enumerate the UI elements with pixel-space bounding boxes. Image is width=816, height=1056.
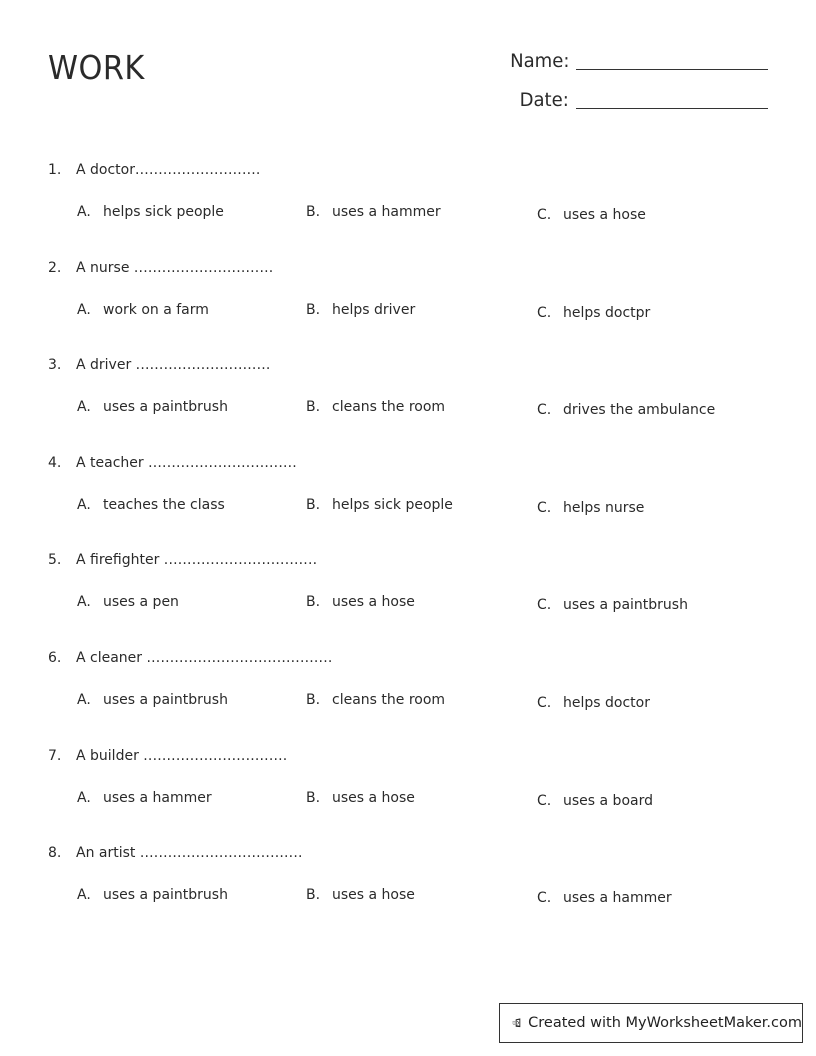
option-text: helps driver	[332, 301, 416, 318]
footer-credit-box[interactable]	[499, 1003, 803, 1043]
question-item	[48, 748, 768, 846]
option-c[interactable]	[537, 890, 672, 906]
answer-blank-dots: ...........................	[135, 162, 261, 178]
option-b[interactable]	[306, 399, 445, 415]
question-number: 8.	[48, 845, 62, 862]
question-stem	[48, 260, 273, 276]
question-stem	[48, 162, 261, 178]
question-stem	[48, 552, 317, 568]
question-number: 4.	[48, 454, 62, 471]
option-letter: A.	[77, 691, 91, 708]
option-letter: B.	[306, 594, 321, 611]
option-c[interactable]	[537, 597, 688, 613]
option-text: uses a hammer	[563, 890, 672, 907]
worksheet-title: WORK	[48, 48, 145, 87]
option-letter: A.	[77, 301, 91, 318]
date-label: Date:	[519, 89, 569, 111]
answer-blank-dots: ........................................	[146, 649, 333, 666]
option-text: uses a hammer	[332, 204, 441, 220]
option-text: uses a pen	[103, 594, 179, 611]
question-text: A builder	[76, 747, 144, 764]
question-text: An artist	[76, 845, 140, 862]
option-letter: C.	[537, 694, 552, 711]
option-text: helps sick people	[332, 496, 453, 513]
option-letter: B.	[306, 399, 321, 416]
option-text: uses a hose	[332, 789, 415, 806]
question-item	[48, 552, 768, 650]
question-stem	[48, 845, 303, 861]
option-a[interactable]	[77, 302, 209, 318]
option-letter: B.	[306, 887, 321, 904]
option-text: helps doctor	[563, 694, 650, 711]
question-number: 6.	[48, 649, 62, 666]
option-text: uses a hose	[332, 887, 415, 904]
option-text: uses a board	[563, 792, 653, 809]
option-letter: A.	[77, 399, 91, 416]
option-c[interactable]	[537, 402, 715, 418]
option-letter: A.	[77, 594, 91, 611]
question-text: A doctor	[76, 162, 135, 178]
name-blank-line[interactable]	[576, 69, 768, 70]
question-text: A driver	[76, 357, 136, 374]
option-text: cleans the room	[332, 691, 446, 708]
question-number: 1.	[48, 162, 62, 178]
answer-blank-dots: ...................................	[139, 845, 303, 862]
option-c[interactable]	[537, 695, 650, 711]
question-text: A teacher	[76, 454, 149, 471]
question-item	[48, 162, 768, 260]
option-text: uses a hammer	[103, 789, 212, 806]
option-text: work on a farm	[103, 301, 209, 318]
option-text: teaches the class	[103, 496, 225, 513]
option-text: uses a hose	[332, 594, 415, 611]
option-letter: C.	[537, 402, 552, 419]
option-letter: C.	[537, 499, 552, 516]
option-a[interactable]	[77, 692, 228, 708]
question-item	[48, 650, 768, 748]
question-text: A firefighter	[76, 552, 164, 569]
answer-blank-dots: .................................	[163, 552, 318, 569]
option-b[interactable]	[306, 302, 415, 318]
option-letter: B.	[306, 204, 321, 220]
option-letter: C.	[537, 890, 552, 907]
option-text: uses a hose	[563, 207, 646, 223]
question-stem	[48, 357, 271, 373]
option-c[interactable]	[537, 793, 653, 809]
option-text: helps sick people	[103, 204, 224, 220]
option-letter: A.	[77, 887, 91, 904]
answer-blank-dots: ...............................	[143, 747, 288, 764]
option-a[interactable]	[77, 204, 224, 220]
option-letter: B.	[306, 496, 321, 513]
option-letter: A.	[77, 496, 91, 513]
question-item	[48, 357, 768, 455]
option-text: drives the ambulance	[563, 402, 716, 419]
option-text: uses a paintbrush	[103, 691, 228, 708]
option-b[interactable]	[306, 887, 415, 903]
question-list	[48, 162, 768, 943]
question-stem	[48, 650, 333, 666]
option-letter: B.	[306, 691, 321, 708]
name-field	[507, 50, 768, 72]
name-label: Name:	[509, 50, 569, 72]
option-b[interactable]	[306, 594, 415, 610]
question-text: A nurse	[76, 259, 134, 276]
option-text: uses a paintbrush	[563, 597, 688, 614]
option-a[interactable]	[77, 399, 228, 415]
option-c[interactable]	[537, 305, 650, 321]
question-stem	[48, 455, 297, 471]
option-a[interactable]	[77, 887, 228, 903]
option-text: uses a paintbrush	[103, 399, 228, 416]
option-letter: C.	[537, 792, 552, 809]
option-c[interactable]	[537, 207, 646, 223]
option-letter: C.	[537, 304, 552, 321]
question-item	[48, 260, 768, 358]
question-text: A cleaner	[76, 649, 147, 666]
question-number: 5.	[48, 552, 62, 569]
option-letter: C.	[537, 597, 552, 614]
option-b[interactable]	[306, 692, 445, 708]
answer-blank-dots: ................................	[148, 454, 297, 471]
option-letter: B.	[306, 789, 321, 806]
option-b[interactable]	[306, 497, 453, 513]
worksheet-maker-logo-icon	[512, 1012, 522, 1034]
question-number: 2.	[48, 259, 62, 276]
option-a[interactable]	[77, 497, 225, 513]
option-a[interactable]	[77, 790, 212, 806]
question-item	[48, 845, 768, 943]
question-number: 7.	[48, 747, 62, 764]
answer-blank-dots: .............................	[135, 357, 271, 374]
option-a[interactable]	[77, 594, 179, 610]
date-blank-line[interactable]	[576, 108, 768, 109]
option-letter: A.	[77, 789, 91, 806]
option-c[interactable]	[537, 500, 644, 516]
question-number: 3.	[48, 357, 62, 374]
footer-credit-text: Created with MyWorksheetMaker.com	[528, 1015, 802, 1031]
question-item	[48, 455, 768, 553]
question-stem	[48, 748, 287, 764]
option-letter: B.	[306, 301, 321, 318]
date-field	[517, 89, 768, 111]
option-text: uses a paintbrush	[103, 887, 228, 904]
option-text: cleans the room	[332, 399, 446, 416]
option-letter: A.	[77, 204, 91, 220]
option-b[interactable]	[306, 204, 441, 220]
option-b[interactable]	[306, 790, 415, 806]
option-text: helps doctpr	[563, 304, 651, 321]
option-text: helps nurse	[563, 499, 645, 516]
answer-blank-dots: ..............................	[133, 259, 274, 276]
option-letter: C.	[537, 207, 552, 223]
